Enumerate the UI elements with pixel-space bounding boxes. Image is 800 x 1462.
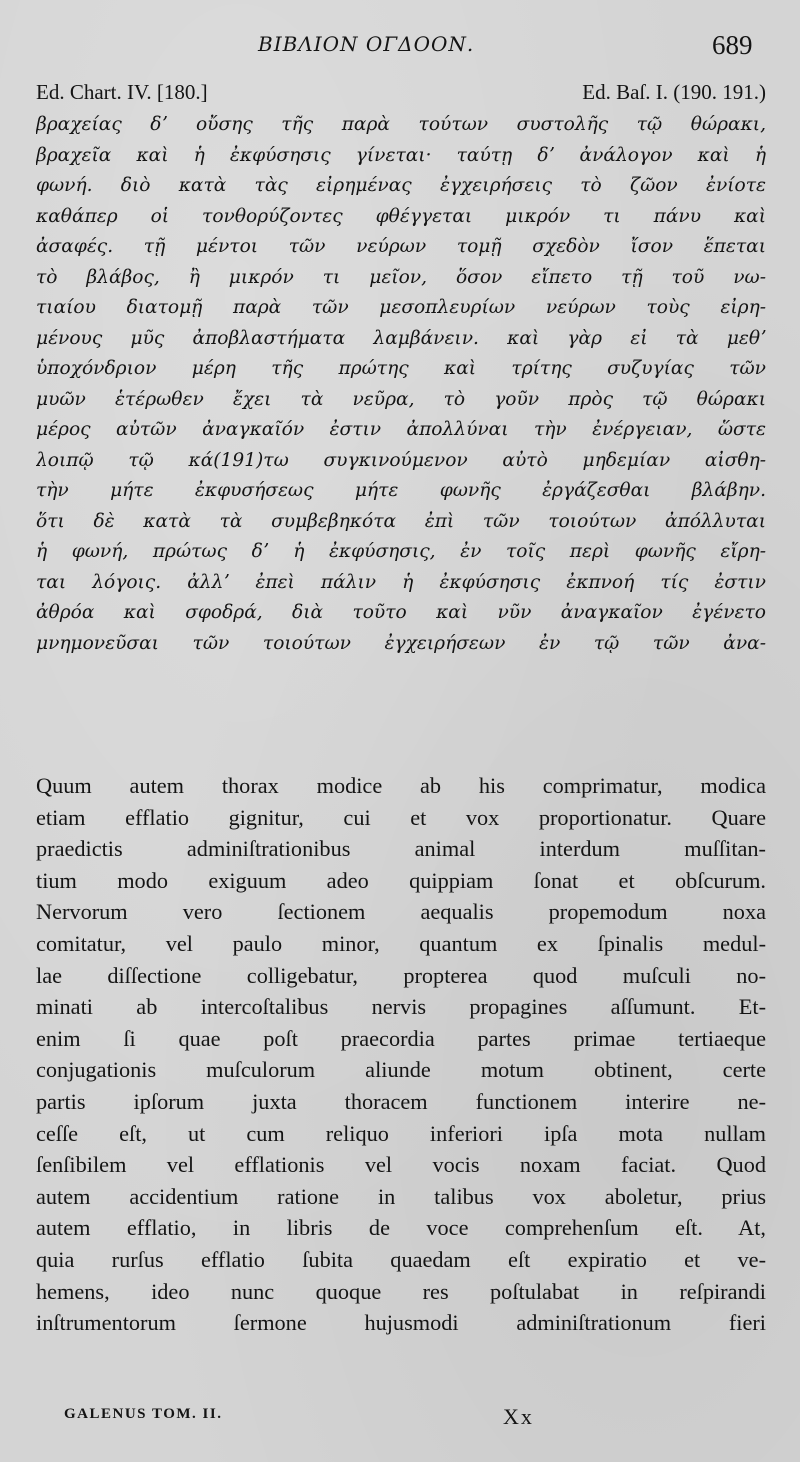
greek-line: ἡ φωνή, πρώτως δʼ ἡ ἐκφύσησις, ἐν τοῖς περὶ φωνῆς εἴρη- — [36, 541, 766, 562]
greek-line: ὅτι δὲ κατὰ τὰ συμβεβηκότα ἐπὶ τῶν τοιούτων ἀπόλλυται — [36, 510, 766, 532]
latin-text-block — [36, 770, 766, 1339]
greek-line: μυῶν ἑτέρωθεν ἔχει τὰ νεῦρα, τὸ γοῦν πρὸς τῷ θώρακι — [36, 388, 766, 410]
latin-line: enim ſi quae poſt praecordia partes primae tertiaeque — [36, 1025, 766, 1051]
greek-line: μένους μῦς ἀποβλαστήματα λαμβάνειν. καὶ γὰρ εἰ τὰ μεθʼ — [36, 327, 766, 349]
greek-line: τιαίου διατομῇ παρὰ τῶν μεσοπλευρίων νεύρων τοὺς εἰρη- — [36, 297, 766, 318]
latin-line: Nervorum vero ſectionem aequalis propemodum noxa — [36, 899, 766, 925]
page-number: 689 — [712, 30, 753, 60]
latin-line: ſenſibilem vel efflationis vel vocis noxam faciat. Quod — [36, 1152, 766, 1178]
greek-line: μνημονεῦσαι τῶν τοιούτων ἐγχειρήσεων ἐν τῷ τῶν ἀνα- — [36, 632, 766, 654]
latin-line: minati ab intercoſtalibus nervis propagines aſſumunt. Et- — [36, 994, 766, 1020]
greek-line: φωνή. διὸ κατὰ τὰς εἰρημένας ἐγχειρήσεις τὸ ζῶον ἐνίοτε — [36, 175, 766, 196]
greek-line: βραχείας δʼ οὔσης τῆς παρὰ τούτων συστολῆς τῷ θώρακι, — [36, 114, 766, 135]
running-head — [0, 30, 800, 62]
edition-basel-reference: Ed. Baſ. I. (190. 191.) — [582, 80, 766, 104]
latin-line: etiam efflatio gignitur, cui et vox proportionatur. Quare — [36, 804, 766, 830]
page-footer — [0, 1404, 800, 1434]
greek-line: μέρος αὐτῶν ἀναγκαῖόν ἐστιν ἀπολλύναι τὴν ἐνέργειαν, ὥστε — [36, 419, 766, 440]
latin-line: quia rurſus efflatio ſubita quaedam eſt expiratio et ve- — [36, 1246, 766, 1272]
greek-line: καθάπερ οἱ τονθορύζοντες φθέγγεται μικρόν τι πάνυ καὶ — [36, 205, 766, 227]
latin-line: inſtrumentorum ſermone hujusmodi adminiſtrationum fieri — [36, 1310, 766, 1336]
latin-line: partis ipſorum juxta thoracem functionem interire ne- — [36, 1088, 766, 1114]
printer-signature: GALENUS TOM. II. — [64, 1406, 223, 1422]
latin-line: ceſſe eſt, ut cum reliquo inferiori ipſa mota nullam — [36, 1120, 766, 1146]
latin-line: conjugationis muſculorum aliunde motum obtinent, certe — [36, 1057, 766, 1083]
gathering-mark: Xx — [503, 1404, 534, 1429]
latin-line: lae diſſectione colligebatur, propterea quod muſculi no- — [36, 962, 766, 988]
latin-line: comitatur, vel paulo minor, quantum ex ſpinalis medul- — [36, 930, 766, 956]
latin-line: Quum autem thorax modice ab his comprimatur, modica — [36, 773, 766, 798]
running-title: ΒΙΒΛΙΟΝ ΟΓΔΟΟΝ. — [258, 32, 475, 56]
greek-line: ὑποχόνδριον μέρη τῆς πρώτης καὶ τρίτης συζυγίας τῶν — [36, 358, 766, 379]
latin-line: hemens, ideo nunc quoque res poſtulabat in reſpirandi — [36, 1278, 766, 1304]
edition-reference-line — [36, 80, 766, 108]
greek-line: ἀθρόα καὶ σφοδρά, διὰ τοῦτο καὶ νῦν ἀναγκαῖον ἐγένετο — [36, 602, 766, 623]
greek-line: τὸ βλάβος, ἢ μικρόν τι μεῖον, ὅσον εἴπετο τῇ τοῦ νω- — [36, 266, 766, 288]
greek-line: ἀσαφές. τῇ μέντοι τῶν νεύρων τομῇ σχεδὸν ἴσον ἕπεται — [36, 236, 766, 257]
latin-line: tium modo exiguum adeo quippiam ſonat et obſcurum. — [36, 867, 766, 893]
greek-line: ται λόγοις. ἀλλʼ ἐπεὶ πάλιν ἡ ἐκφύσησις ἐκπνοή τίς ἐστιν — [36, 571, 766, 593]
greek-line: βραχεῖα καὶ ἡ ἐκφύσησις γίνεται· ταύτῃ δʼ ἀνάλογον καὶ ἡ — [36, 144, 766, 166]
edition-chart-reference: Ed. Chart. IV. [180.] — [36, 80, 208, 104]
greek-text-block — [36, 110, 766, 659]
latin-line: autem accidentium ratione in talibus vox aboletur, prius — [36, 1183, 766, 1209]
latin-line: autem efflatio, in libris de voce comprehenſum eſt. At, — [36, 1215, 766, 1241]
greek-line: τὴν μήτε ἐκφυσήσεως μήτε φωνῆς ἐργάζεσθαι βλάβην. — [36, 480, 766, 501]
greek-line: λοιπῷ τῷ κά(191)τω συγκινούμενον αὐτὸ μηδεμίαν αἰσθη- — [36, 449, 766, 471]
latin-line: praedictis adminiſtrationibus animal interdum muſſitan- — [36, 836, 766, 862]
